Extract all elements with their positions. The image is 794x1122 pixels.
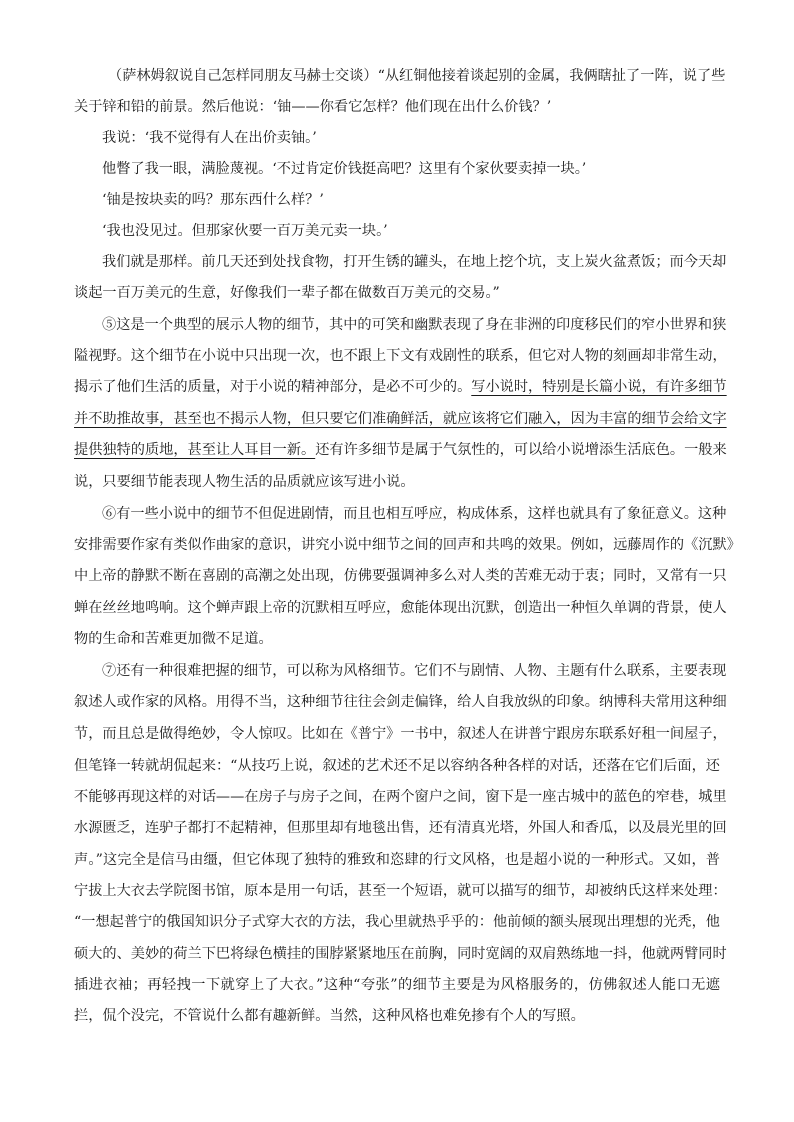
text-line: ⑥有一些小说中的细节不但促进剧情，而且也相互呼应，构成体系，这样也就具有了象征意义。这种 <box>102 506 727 522</box>
text-line: 水源匮乏，连驴子都打不起精神，但那里却有地毯出售，还有清真光塔，外国人和香瓜，以及晨光里的回 <box>74 820 727 836</box>
text-line: 中上帝的静默不断在喜剧的高潮之处出现，仿佛要强调神多么对人类的苦难无动于衷；同时，又常有一只 <box>74 568 727 584</box>
text-line: （萨林姆叙说自己怎样同朋友马赫士交谈）“从红铜他接着谈起别的金属，我俩瞎扯了一阵，说了些 <box>108 68 726 84</box>
text-line: 我说：‘我不觉得有人在出价卖铀。’ <box>102 130 317 146</box>
text-line: 节，而且总是做得绝妙，令人惊叹。比如在《普宁》一书中，叙述人在讲普宁跟房东联系好租一间屋子， <box>74 726 727 742</box>
text-line: ‘我也没见过。但那家伙要一百万美元卖一块。’ <box>102 223 388 239</box>
text-line: 插进衣袖；再轻拽一下就穿上了大衣。”这种“夸张”的细节主要是为风格服务的，仿佛叙述人能口无遮 <box>74 977 720 993</box>
text-line: 谈起一百万美元的生意，好像我们一辈子都在做数百万美元的交易。” <box>74 285 500 301</box>
underlined-text-line: 并不助推故事，甚至也不揭示人物，但只要它们准确鲜活，就应该将它们融入，因为丰富的细节会给文字 <box>74 411 727 427</box>
text-line: 我们就是那样。前几天还到处找食物，打开生锈的罐头，在地上挖个坑，支上炭火盆煮饭；而今天却 <box>102 254 727 270</box>
text-line: 不能够再现这样的对话——在房子与房子之间，在两个窗户之间，窗下是一座古城中的蓝色的窄巷，城里 <box>74 789 727 805</box>
text-line: ⑤这是一个典型的展示人物的细节，其中的可笑和幽默表现了身在非洲的印度移民们的窄小世界和狭 <box>102 317 727 333</box>
text-segment: 还有许多细节是属于气氛性的，可以给小说增添生活底色。一般来 <box>315 442 727 458</box>
underlined-text: 提供独特的质地，甚至让人耳目一新。 <box>74 442 316 458</box>
text-line: 隘视野。这个细节在小说中只出现一次，也不跟上下文有戏剧性的联系，但它对人物的刻画却非常生动， <box>74 348 727 364</box>
text-line: 安排需要作家有类似作曲家的意识，讲究小说中细节之间的回声和共鸣的效果。例如，远藤周作的《沉默》 <box>74 537 741 553</box>
text-line: 拦，侃个没完，不管说什么都有趣新鲜。当然，这种风格也难免掺有个人的写照。 <box>74 1008 585 1024</box>
text-line: 叙述人或作家的风格。用得不当，这种细节往往会剑走偏锋，给人自我放纵的印象。纳博科夫常用这种细 <box>74 694 727 710</box>
text-segment: 揭示了他们生活的质量，对于小说的精神部分，是必不可少的。 <box>74 379 472 395</box>
text-line <box>74 440 727 460</box>
text-line: 声。”这完全是信马由缰，但它体现了独特的雅致和恣肆的行文风格，也是超小说的一种形式。又如，普 <box>74 852 720 868</box>
text-line: 他瞥了我一眼，满脸蔑视。‘不过肯定价钱挺高吧？这里有个家伙要卖掉一块。’ <box>102 161 587 177</box>
text-line: 关于锌和铅的前景。然后他说：‘铀——你看它怎样？他们现在出什么价钱？’ <box>74 99 552 115</box>
text-line: 蝉在丝丝地鸣响。这个蝉声跟上帝的沉默相互呼应，愈能体现出沉默，创造出一种恒久单调的背景，使人 <box>74 600 727 616</box>
text-line: “一想起普宁的俄国知识分子式穿大衣的方法，我心里就热乎乎的：他前倾的额头展现出理想的光秃，他 <box>74 914 720 930</box>
text-line: 说，只要细节能表现人物生活的品质就应该写进小说。 <box>74 474 415 490</box>
underlined-text: 写小说时，特别是长篇小说，有许多细节 <box>471 379 727 395</box>
text-line: ⑦还有一种很难把握的细节，可以称为风格细节。它们不与剧情、人物、主题有什么联系，主要表现 <box>102 663 727 679</box>
text-line: 但笔锋一转就胡侃起来：“从技巧上说，叙述的艺术还不足以容纳各种各样的对话，还落在它们后面，还 <box>74 758 720 774</box>
text-line: 宁拔上大衣去学院图书馆，原本是用一句话，甚至一个短语，就可以描写的细节，却被纳氏这样来处理： <box>74 883 727 899</box>
text-line: 硕大的、美妙的荷兰下巴将绿色横挂的围脖紧紧地压在前胸，同时宽阔的双肩熟练地一抖，他就两臂同时 <box>74 946 727 962</box>
text-line: ‘铀是按块卖的吗？那东西什么样？’ <box>102 192 324 208</box>
text-line: 物的生命和苦难更加微不足道。 <box>74 631 273 647</box>
text-line <box>74 377 727 397</box>
